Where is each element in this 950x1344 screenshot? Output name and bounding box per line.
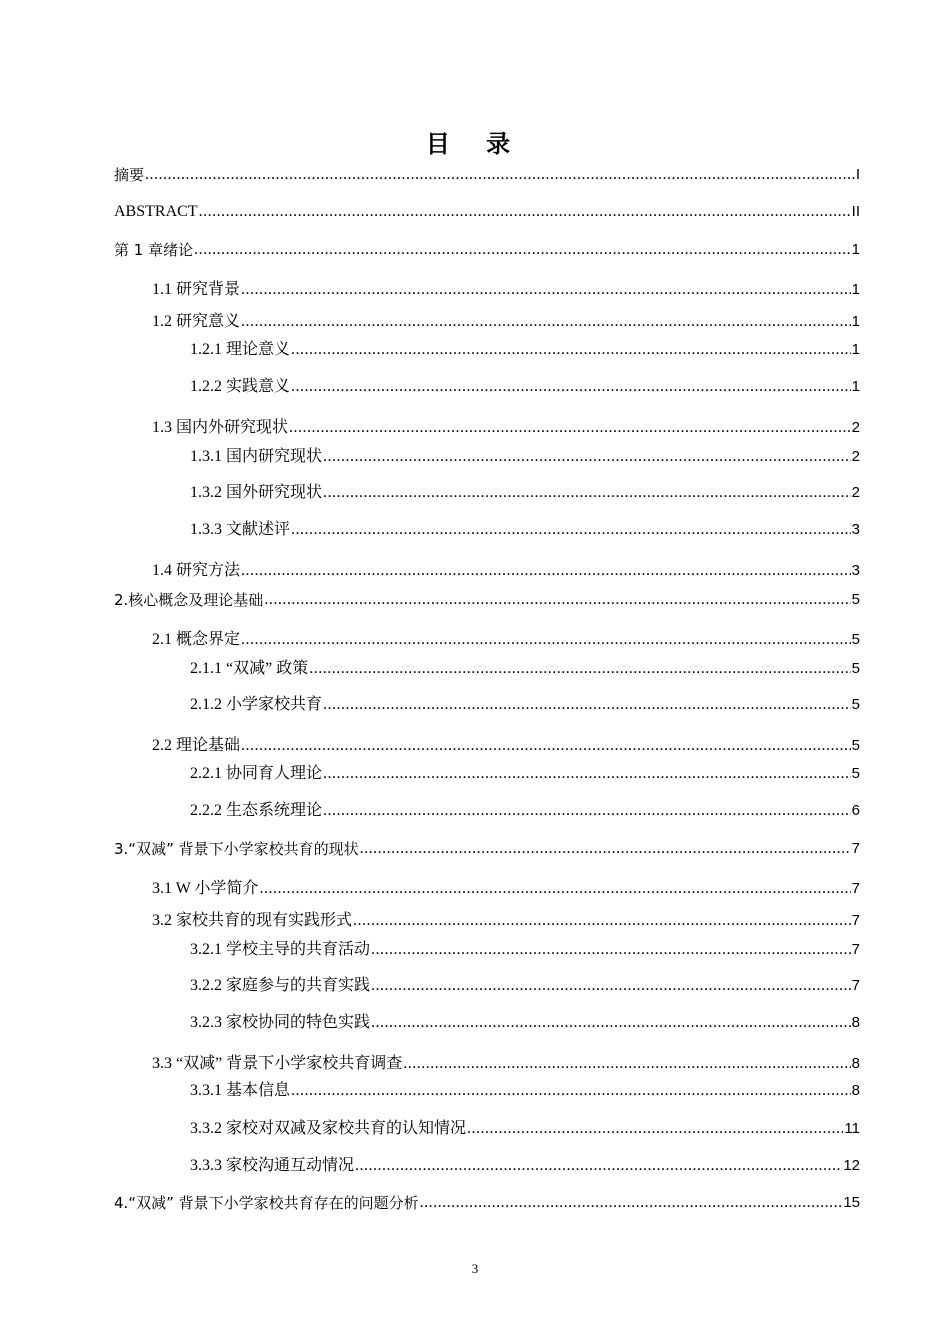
toc-entry[interactable]: [0, 658, 950, 680]
toc-entry[interactable]: [0, 1053, 950, 1075]
toc-dot-leader: [467, 1118, 843, 1140]
toc-entry-label: 3.3.1 基本信息: [190, 1082, 291, 1099]
toc-dot-leader: [355, 1155, 842, 1177]
toc-entry[interactable]: [0, 1012, 950, 1034]
toc-entry-page: 1: [851, 341, 860, 358]
toc-entry-page: 1: [851, 281, 860, 298]
toc-entry[interactable]: [0, 1118, 950, 1140]
toc-entry-page: 1: [851, 313, 860, 330]
toc-entry[interactable]: [0, 694, 950, 716]
toc-entry[interactable]: [0, 910, 950, 932]
toc-dot-leader: [323, 763, 851, 785]
toc-entry[interactable]: [0, 975, 950, 997]
toc-entry-page: 2: [851, 419, 860, 436]
toc-entry[interactable]: [0, 279, 950, 301]
toc-entry[interactable]: [0, 417, 950, 439]
toc-entry-label: 1.1 研究背景: [152, 281, 241, 298]
toc-dot-leader: [323, 694, 851, 716]
toc-entry[interactable]: [0, 311, 950, 333]
toc-dot-leader: [145, 164, 855, 186]
toc-entry-page: 5: [851, 765, 860, 782]
toc-dot-leader: [291, 376, 851, 398]
toc-entry-label: 2.2.2 生态系统理论: [190, 802, 323, 819]
toc-dot-leader: [291, 519, 851, 541]
toc-dot-leader: [241, 311, 851, 333]
toc-entry-page: 5: [851, 591, 860, 608]
toc-entry[interactable]: [0, 560, 950, 582]
toc-entry-page: 6: [851, 802, 860, 819]
toc-entry[interactable]: [0, 735, 950, 757]
toc-entry-label: 1.3.1 国内研究现状: [190, 448, 323, 465]
toc-entry[interactable]: [0, 939, 950, 961]
toc-dot-leader: [194, 239, 851, 261]
toc-entry-page: 8: [851, 1055, 860, 1072]
toc-entry-page: 5: [851, 696, 860, 713]
toc-entry[interactable]: [0, 878, 950, 900]
toc-entry-label: 2.1 概念界定: [152, 631, 241, 648]
toc-dot-leader: [309, 658, 850, 680]
toc-dot-leader: [199, 201, 851, 223]
toc-entry-label: 1.2.1 理论意义: [190, 341, 291, 358]
toc-entry-page: 5: [851, 631, 860, 648]
toc-entry-label: 第 1 章绪论: [114, 241, 194, 259]
toc-entry-label: 4.“双减” 背景下小学家校共育存在的问题分析: [114, 1194, 419, 1212]
toc-entry[interactable]: [0, 800, 950, 822]
toc-entry-label: 3.3.2 家校对双减及家校共育的认知情况: [190, 1120, 467, 1137]
toc-dot-leader: [241, 279, 851, 301]
toc-dot-leader: [371, 1012, 851, 1034]
toc-entry-page: 8: [851, 1014, 860, 1031]
toc-entry-page: 8: [851, 1082, 860, 1099]
toc-entry-page: 2: [851, 448, 860, 465]
toc-entry-page: 15: [843, 1194, 860, 1211]
toc-entry-page: 1: [851, 378, 860, 395]
toc-entry[interactable]: [0, 838, 950, 860]
toc-entry-label: 1.3.2 国外研究现状: [190, 484, 323, 501]
toc-entry[interactable]: [0, 1192, 950, 1214]
toc-dot-leader: [291, 1080, 851, 1102]
toc-entry-label: 1.4 研究方法: [152, 562, 241, 579]
toc-entry[interactable]: [0, 763, 950, 785]
toc-dot-leader: [260, 878, 851, 900]
toc-entry[interactable]: [0, 239, 950, 261]
toc-dot-leader: [323, 446, 851, 468]
toc-entry-label: 3.3 “双减” 背景下小学家校共育调查: [152, 1055, 403, 1072]
toc-entry-label: 1.3 国内外研究现状: [152, 419, 289, 436]
toc-entry-page: 5: [851, 660, 860, 677]
toc-dot-leader: [264, 589, 850, 611]
toc-entry-page: 2: [851, 484, 860, 501]
toc-entry-page: 7: [851, 912, 860, 929]
page-number: 3: [471, 1261, 479, 1276]
toc-entry[interactable]: [0, 589, 950, 611]
toc-entry-page: II: [851, 203, 860, 220]
toc-entry[interactable]: [0, 201, 950, 223]
toc-dot-leader: [241, 735, 851, 757]
toc-entry-page: 3: [851, 562, 860, 579]
toc-entry-page: 11: [844, 1120, 860, 1137]
toc-entry-label: 3.3.3 家校沟通互动情况: [190, 1157, 355, 1174]
toc-entry[interactable]: [0, 482, 950, 504]
toc-entry[interactable]: [0, 376, 950, 398]
toc-entry[interactable]: [0, 446, 950, 468]
toc-entry-page: 5: [851, 737, 860, 754]
toc-entry-page: 7: [851, 880, 860, 897]
toc-dot-leader: [291, 339, 851, 361]
toc-entry-label: 2.2 理论基础: [152, 737, 241, 754]
toc-entry-label: 1.3.3 文献述评: [190, 521, 291, 538]
toc-entry[interactable]: [0, 519, 950, 541]
toc-entry-label: 2.2.1 协同育人理论: [190, 765, 323, 782]
toc-dot-leader: [241, 560, 851, 582]
toc-entry[interactable]: [0, 1155, 950, 1177]
toc-entry-page: 12: [843, 1157, 860, 1174]
toc-entry-label: 3.1 W 小学简介: [152, 880, 259, 897]
toc-entry-page: 3: [851, 521, 860, 538]
toc-entry-label: 3.2.1 学校主导的共育活动: [190, 941, 371, 958]
toc-entry[interactable]: [0, 1080, 950, 1102]
toc-entry-label: 摘要: [114, 166, 145, 184]
toc-entry-label: 3.“双减” 背景下小学家校共育的现状: [114, 840, 359, 858]
toc-entry[interactable]: [0, 339, 950, 361]
toc-entry-page: 7: [851, 840, 860, 857]
toc-dot-leader: [323, 482, 851, 504]
toc-entry-label: 1.2.2 实践意义: [190, 378, 291, 395]
toc-dot-leader: [403, 1053, 850, 1075]
toc-dot-leader: [371, 975, 851, 997]
toc-entry[interactable]: [0, 629, 950, 651]
page-title: 目 录: [425, 130, 525, 158]
toc-entry-page: 7: [851, 977, 860, 994]
toc-entry-label: 3.2.2 家庭参与的共育实践: [190, 977, 371, 994]
toc-dot-leader: [420, 1192, 843, 1214]
toc-dot-leader: [353, 910, 851, 932]
toc-entry-page: I: [855, 166, 860, 183]
toc-entry-page: 1: [851, 241, 860, 258]
toc-dot-leader: [371, 939, 851, 961]
toc-entry-label: 3.2.3 家校协同的特色实践: [190, 1014, 371, 1031]
toc-dot-leader: [241, 629, 851, 651]
toc-entry-label: ABSTRACT: [114, 203, 198, 220]
toc-entry-label: 1.2 研究意义: [152, 313, 241, 330]
toc-entry-label: 3.2 家校共育的现有实践形式: [152, 912, 353, 929]
toc-entry-label: 2.1.1 “双减” 政策: [190, 660, 309, 677]
toc-entry[interactable]: [0, 164, 950, 186]
toc-entry-label: 2.1.2 小学家校共育: [190, 696, 323, 713]
toc-entry-page: 7: [851, 941, 860, 958]
toc-dot-leader: [323, 800, 851, 822]
toc-dot-leader: [360, 838, 851, 860]
toc-entry-label: 2.核心概念及理论基础: [114, 591, 264, 609]
toc-dot-leader: [289, 417, 851, 439]
